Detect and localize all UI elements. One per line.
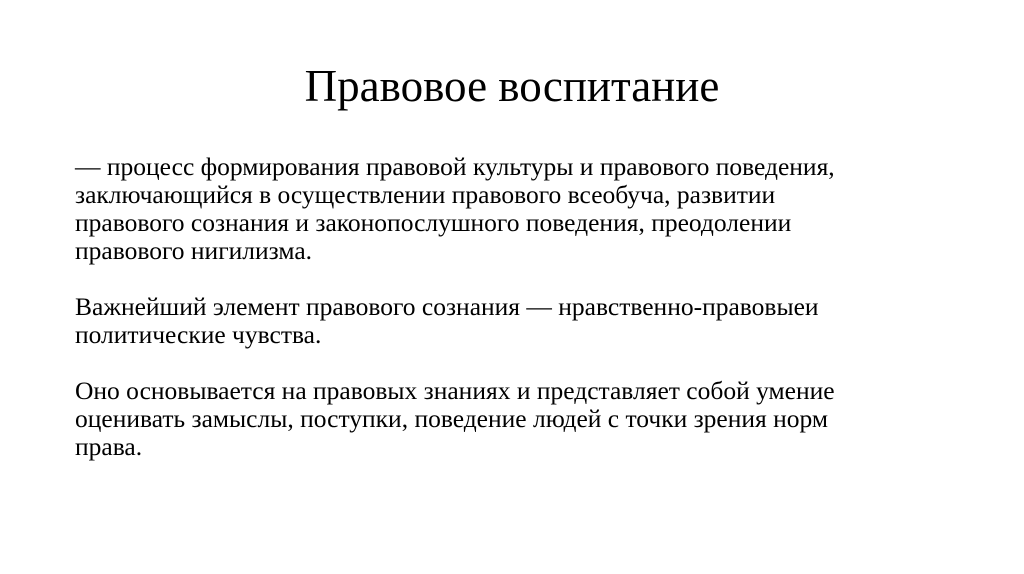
text-line: правового сознания и законопослушного поведения, преодолении — [75, 208, 792, 237]
slide-title: Правовое воспитание — [304, 61, 720, 111]
slide-body — [75, 153, 955, 461]
text-line: оценивать замыслы, поступки, поведение людей с точки зрения норм — [75, 404, 829, 433]
definition-paragraph — [75, 153, 955, 265]
text-line: политические чувства. — [75, 320, 322, 349]
text-line: Важнейший элемент правового сознания — нравственно-правовыеи — [75, 292, 819, 321]
text-line: правового нигилизма. — [75, 236, 313, 265]
text-line: — процесс формирования правовой культуры и правового поведения, — [75, 152, 835, 181]
text-line: Оно основывается на правовых знаниях и представляет собой умение — [75, 376, 835, 405]
text-line: права. — [75, 432, 143, 461]
basis-paragraph — [75, 377, 955, 461]
text-line: заключающийся в осуществлении правового всеобуча, развитии — [75, 180, 776, 209]
key-element-paragraph — [75, 293, 955, 349]
